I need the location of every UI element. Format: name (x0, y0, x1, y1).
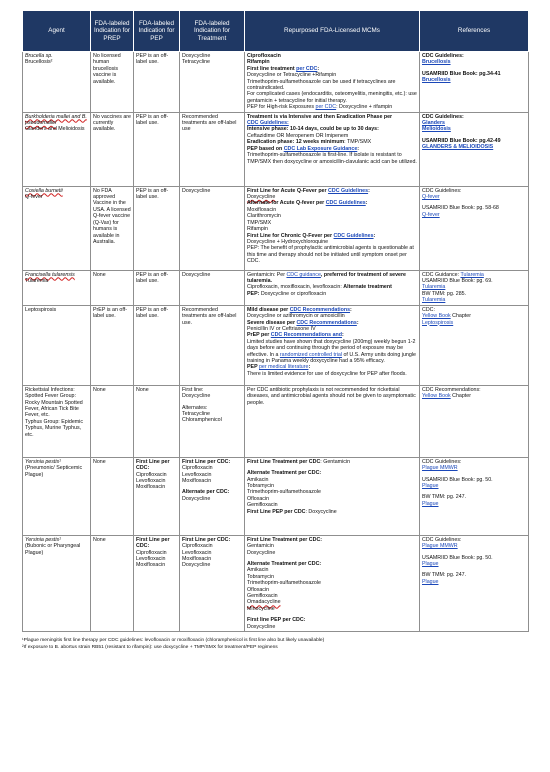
text-run: Limited studies have shown that doxycycline (200mg) weekly begun 1-2 days before and continuing through the period of exposure may be effective. In a (247, 338, 416, 358)
text-run: PEP based on (247, 145, 284, 152)
cell-line: USAMRIID Blue Book: pg. 58-68 (422, 205, 499, 212)
text-run: : (308, 364, 311, 371)
cell-line: (Pneumonic/ Septicemic Plague) (25, 465, 83, 478)
cell-agent (23, 457, 91, 535)
cell-line: Gemifloxacin (247, 592, 278, 599)
cell-line: USAMRIID Blue Book: pg. 50. (422, 476, 493, 483)
cell-line: BW TMM: pg. 247. (422, 494, 467, 501)
cell-line: Alternates: (182, 404, 208, 411)
text-run: : Doxycycline + rifampin (336, 104, 393, 111)
cell-line: Tetracycline (182, 410, 210, 417)
cell-line: Yersinia pestis¹ (25, 458, 61, 465)
cell-line: Tularemia (25, 278, 49, 285)
cell-treatment (180, 305, 245, 385)
text-run: PEP: (247, 290, 261, 297)
footnote-2: ²If exposure to B. abortus strain RB51 (resistant to rifampin): use doxycycline + TMP/SMX for treatment/PEP regimens (22, 644, 278, 650)
cell-prep (91, 186, 134, 270)
cell-line: BW TMM: pg. 247. (422, 572, 467, 579)
cell-line: Ciprofloxacin (247, 53, 281, 59)
cell-agent (23, 112, 91, 186)
cell-line: PEP is an off-label use. (136, 53, 169, 66)
cell-line: First Line per CDC: (136, 458, 170, 472)
header-prep: FDA-labeled Indication for PREP (91, 11, 134, 52)
cell-line: USAMRIID Blue Book: pg. 69. (422, 278, 493, 285)
text-run: Eradication phase: 12 weeks minimum (247, 139, 345, 146)
cell-mcm (245, 186, 420, 270)
cell-line: Moxifloxacin (136, 484, 166, 491)
reference-link[interactable]: Plague (422, 560, 439, 567)
text-run: First Line for Chronic Q-Fever per (247, 232, 334, 239)
text-run: : Gentamicin (320, 458, 351, 465)
reference-link[interactable]: CDC Guidelines (328, 187, 369, 194)
cell-line: Ciprofloxacin (182, 543, 213, 550)
text-run: Alternate for Acute Q-fever per (247, 200, 326, 207)
text-run: : (357, 145, 360, 152)
cell-line: Doxycycline (247, 194, 276, 201)
reference-link[interactable]: CDC guidance (286, 271, 321, 278)
cell-refs (420, 270, 529, 305)
table-row (23, 270, 529, 305)
cell-line: No vaccines are currently available. (93, 113, 131, 133)
cell-line: CDC Guidelines: (422, 187, 462, 194)
reference-link[interactable]: randomized controlled trial (279, 351, 343, 358)
cell-line: Trimethoprim-sulfamethoxazole is first-line. If isolate is resistant to TMP/SMX then doxycycline or amoxicillin-clavulanic acid can be utilized. (247, 152, 417, 165)
reference-link[interactable]: Leptospirosis (422, 319, 454, 326)
cell-line: Rifampin (247, 59, 270, 66)
cell-line: Ofloxacin (247, 586, 270, 593)
reference-link[interactable]: Plague MMWR (422, 465, 458, 472)
cell-line: PrEP is an off-label use. (93, 306, 127, 320)
cell-line: Levofloxacin (182, 471, 212, 478)
text-run: Intensive phase: 10-14 days, could be up to 30 days: (247, 126, 379, 133)
cell-line: TMP/SMX (247, 219, 272, 226)
cell-line: Levofloxacin (182, 549, 212, 556)
header-repurposed-mcms: Repurposed FDA-Licensed MCMs (245, 11, 420, 52)
cell-line: Trimethoprim-sulfamethoxazole (247, 580, 321, 587)
cell-line: Ceftazidime OR Meropenem OR Imipenem (247, 132, 349, 139)
cell-pep (134, 112, 180, 186)
cell-line: Doxycycline (182, 187, 211, 194)
cell-line: Tetracycline (182, 59, 210, 66)
cell-prep (91, 535, 134, 631)
text-run: First Line PEP per CDC (247, 508, 306, 515)
text-run: : (373, 232, 376, 239)
cell-line: Levofloxacin (136, 477, 166, 484)
cell-line: Burkholderia mallei and B. pseudomallei (25, 113, 87, 127)
cell-line: Q-fever (25, 194, 43, 201)
reference-link[interactable]: Plague (422, 578, 439, 585)
text-run: : (350, 306, 352, 313)
cell-line: Ciprofloxacin (136, 549, 167, 556)
text-run: : TMP/SMX (344, 139, 372, 146)
cell-line: First line: (182, 386, 204, 393)
text-run: PEP (247, 364, 259, 371)
cell-treatment (180, 535, 245, 631)
text-run: , preferred for treatment of severe tularemia. (247, 271, 406, 285)
text-run: : Doxycycline (305, 508, 337, 515)
reference-link[interactable]: Plague MMWR (422, 543, 458, 550)
cell-line: Typhus Group: Epidemic Typhus, Murine Typhus, etc. (25, 418, 83, 438)
table-row (23, 535, 529, 631)
reference-link[interactable]: CDC Guidelines: (247, 120, 289, 127)
reference-link[interactable]: Tularemia (422, 284, 446, 291)
text-run: Chapter (450, 393, 471, 400)
cell-treatment (180, 385, 245, 457)
table-body (23, 52, 529, 632)
cell-mcm (245, 112, 420, 186)
table-row (23, 52, 529, 113)
table-row (23, 305, 529, 385)
cell-mcm (245, 52, 420, 113)
reference-link[interactable]: Tularemia (460, 271, 484, 278)
cell-pep (134, 186, 180, 270)
cell-treatment (180, 186, 245, 270)
cell-line: Clarithromycin (247, 213, 281, 220)
cell-line: Penicillin IV or Ceftriaxone IV (247, 325, 316, 332)
reference-link[interactable]: per CDC (315, 104, 337, 111)
reference-link[interactable]: per CDC (296, 65, 318, 72)
cell-line: Brucella sp. (25, 53, 53, 59)
cell-line: Recommended treatments are off-label use. (182, 306, 237, 326)
cell-line: USAMRIID Blue Book: pg. 50. (422, 554, 493, 561)
text-run: CDC Guidance: (422, 271, 461, 278)
cell-pep (134, 305, 180, 385)
cell-line: PEP: The benefit of prophylactic antimicrobial agents is questionable at this time and therapy should not be initiated until symptom onset per CDC. (247, 245, 414, 265)
reference-link[interactable]: CDC Guidelines (325, 200, 366, 207)
cell-line: None (93, 458, 106, 465)
cell-refs (420, 385, 529, 457)
cell-line: (Bubonic or Pharyngeal Plague) (25, 543, 81, 556)
reference-link[interactable]: Q-fever (422, 194, 440, 201)
cell-treatment (180, 112, 245, 186)
cell-line: Yersinia pestis¹ (25, 536, 61, 543)
cell-line: Doxycycline + Hydroxychloroquine (247, 238, 329, 245)
cell-line: PEP is an off-label use. (136, 187, 169, 201)
cell-refs (420, 535, 529, 631)
cell-prep (91, 112, 134, 186)
cell-refs (420, 186, 529, 270)
cell-line: PEP is an off-label use. (136, 306, 169, 320)
cell-line: Chloramphenicol (182, 417, 222, 424)
cell-prep (91, 270, 134, 305)
cell-line: Gentamicin (247, 543, 274, 550)
cell-line: Moxifloxacin (247, 206, 277, 213)
text-run: Chapter (450, 313, 471, 320)
cell-line (247, 291, 417, 297)
reference-link[interactable]: Yellow Book (422, 393, 451, 400)
header-references: References (420, 11, 529, 52)
reference-link[interactable]: Yellow Book (422, 313, 451, 320)
reference-link[interactable]: CDC Recommendations (289, 306, 351, 313)
cell-prep (91, 52, 134, 113)
text-run: : (356, 319, 359, 326)
cell-line: BW TMM: pg. 285. (422, 290, 467, 297)
reference-link[interactable]: Brucellosis (422, 59, 451, 66)
cell-line (247, 104, 417, 110)
cell-line: Doxycycline (182, 271, 211, 278)
text-run: First line treatment (247, 65, 297, 72)
cell-pep (134, 270, 180, 305)
cell-treatment (180, 270, 245, 305)
cell-line (247, 509, 417, 515)
footnotes (22, 638, 528, 652)
reference-link[interactable]: per medical literature (258, 364, 309, 371)
cell-line: Ofloxacin (247, 495, 270, 502)
header-treatment: FDA-labeled Indication for Treatment (180, 11, 245, 52)
cell-line: Doxycycline (247, 623, 276, 630)
cell-line: Francisella tularensis (25, 271, 75, 278)
reference-link[interactable]: CDC Guidelines (333, 232, 374, 239)
cell-line: First line PEP per CDC: (247, 617, 306, 624)
cell-line: Tobramycin (247, 573, 275, 580)
cell-line: Amikacin (247, 567, 269, 574)
cell-agent (23, 385, 91, 457)
cell-line (247, 272, 417, 285)
table-row (23, 385, 529, 457)
reference-link[interactable]: CDC Recommendations and (270, 332, 342, 339)
cell-mcm (245, 305, 420, 385)
text-run: : (368, 187, 370, 194)
cell-line: Recommended treatments are off-label use (182, 113, 237, 133)
text-run: of U.S. Army units doing jungle training in Panama weekly doxycycline had a 95% efficacy. (247, 351, 416, 364)
cell-line: None (136, 386, 149, 393)
cell-line: USAMRIID Blue Book: pg.42-49 (422, 137, 501, 144)
cell-line: No licensed human brucellosis vaccine is available. (93, 53, 121, 85)
cell-pep (134, 457, 180, 535)
cell-agent (23, 52, 91, 113)
cell-line: CDC Guidelines: (422, 458, 462, 465)
cell-treatment (180, 457, 245, 535)
cell-line: Doxycycline (182, 53, 211, 59)
text-run: Ciprofloxacin, moxifloxacin, levofloxacin: (247, 284, 344, 291)
cell-line: CDC Recommendations: (422, 386, 481, 393)
cell-line: Moxifloxacin (182, 477, 212, 484)
cell-pep (134, 385, 180, 457)
cell-line: Doxycycline (182, 393, 211, 400)
cell-prep (91, 457, 134, 535)
cell-refs (420, 457, 529, 535)
cell-line: Per CDC antibiotic prophylaxis is not recommended for rickettsial diseases, and antimicrobial agents should not be given to asymptomatic people. (247, 386, 416, 406)
cell-line (247, 339, 417, 365)
reference-link[interactable]: Brucellosis (422, 77, 451, 84)
text-run: Mild disease per (247, 306, 290, 313)
reference-link[interactable]: Q-fever (422, 211, 440, 218)
cell-line: None (93, 536, 106, 543)
text-run: PrEP per (247, 332, 271, 339)
text-run: : (342, 332, 344, 339)
cell-line: USAMRIID Blue Book: pg.34-41 (422, 70, 501, 77)
cell-line: Glanders and Melioidosis (25, 126, 85, 133)
cell-line: Leptospirosis (25, 306, 57, 313)
reference-link[interactable]: CDC Lab Exposure Guidance (283, 145, 358, 152)
cell-line: Tobramycin (247, 482, 275, 489)
cell-agent (23, 186, 91, 270)
cell-line: Trimethoprim-sulfamethoxazole (247, 489, 321, 496)
cell-line: PEP is an off-label use. (136, 113, 169, 127)
text-run: Gentamicin: Per (247, 271, 287, 278)
cell-line: Ciprofloxacin (182, 465, 213, 472)
text-run: : (365, 200, 368, 207)
text-run: First Line for Acute Q-Fever per (247, 187, 329, 194)
cell-line: No FDA approved Vaccine in the USA. A licensed Q-fever vaccine (Q-Vax) for humans is available in Australia. (93, 187, 131, 245)
document-page (22, 10, 528, 652)
text-run: Doxycycline or ciprofloxacin (260, 290, 327, 297)
cell-line: Doxycycline or Tetracycline +Rifampin (247, 72, 337, 79)
cell-treatment (180, 52, 245, 113)
cell-line: First Line per CDC: (182, 536, 231, 543)
cell-mcm (245, 385, 420, 457)
cell-line: Amikacin (247, 476, 269, 483)
cell-line: CDC Guidelines: (422, 53, 464, 59)
cell-agent (23, 305, 91, 385)
cell-line: First Line Treatment per CDC: (247, 536, 323, 543)
cell-line: First Line per CDC: (136, 536, 170, 550)
cell-mcm (245, 457, 420, 535)
cell-line: Minocycline (247, 605, 275, 612)
header-agent: Agent (23, 11, 91, 52)
reference-link[interactable]: Plague (422, 500, 439, 507)
cell-line: Doxycycline (247, 549, 276, 556)
cell-line: Doxycycline (182, 562, 211, 569)
text-run: : (317, 65, 320, 72)
text-run: PEP for High-risk Exposures (247, 104, 316, 111)
cell-line: Alternate Treatment per CDC: (247, 470, 322, 477)
mcm-table (22, 10, 529, 632)
cell-line: Treatment is via Intensive and then Eradication Phase per (247, 113, 393, 120)
cell-line: Brucellosis² (25, 59, 53, 66)
cell-line: Omadacycline (247, 599, 281, 606)
text-run: First Line Treatment per CDC (247, 458, 321, 465)
cell-line: None (93, 386, 106, 393)
cell-line: Alternate per CDC: (182, 489, 230, 496)
cell-line: Levofloxacin (136, 555, 166, 562)
cell-line: Moxifloxacin (182, 555, 212, 562)
cell-line: None (93, 271, 106, 278)
reference-link[interactable]: Glanders (422, 120, 445, 127)
cell-line: There is limited evidence for use of doxycycline for PEP after floods. (247, 370, 407, 377)
table-header-row (23, 11, 529, 52)
cell-line: CDC Guidelines: (422, 536, 462, 543)
reference-link[interactable]: CDC Recommendations (296, 319, 357, 326)
cell-pep (134, 535, 180, 631)
table-row (23, 457, 529, 535)
footnote-1: ¹Plague meningitis first line therapy per CDC guidelines: levofloxacin or moxifloxacin (chloramphenicol is first line also but likely unavailable) (22, 637, 325, 643)
text-run: Severe disease per (247, 319, 297, 326)
cell-refs (420, 305, 529, 385)
cell-line: Trimethoprim-sulfamethoxazole can be used if tetracyclines are contraindicated. (247, 78, 396, 92)
cell-line: CDC Guidelines: (422, 113, 464, 120)
reference-link[interactable]: Plague (422, 482, 439, 489)
cell-agent (23, 535, 91, 631)
header-pep: FDA-labeled Indication for PEP (134, 11, 180, 52)
cell-line: Alternate Treatment per CDC: (247, 560, 322, 567)
cell-line: Gemifloxacin (247, 502, 278, 509)
cell-pep (134, 52, 180, 113)
cell-line: Doxycycline or azithromycin or amoxicillin (247, 313, 345, 320)
cell-line: Ciprofloxacin (136, 471, 167, 478)
cell-agent (23, 270, 91, 305)
reference-link[interactable]: GLANDERS & MELIOIDOSIS (422, 144, 494, 151)
cell-refs (420, 52, 529, 113)
reference-link[interactable]: Melioidosis (422, 126, 451, 133)
cell-prep (91, 385, 134, 457)
reference-link[interactable]: Tularemia (422, 297, 446, 304)
cell-line: Coxiella burnetii (25, 187, 63, 194)
cell-line: Rifampin (247, 226, 268, 233)
cell-line: PEP is an off-label use. (136, 271, 169, 285)
cell-line: Doxycycline (182, 495, 211, 502)
cell-line: First Line per CDC: (182, 458, 231, 465)
cell-line: CDC: (422, 306, 435, 313)
table-row (23, 186, 529, 270)
cell-mcm (245, 535, 420, 631)
cell-refs (420, 112, 529, 186)
cell-line: For complicated cases (endocarditis, osteomyelitis, meningitis, etc.): use gentamicin + tetracycline for initial therapy. (247, 91, 417, 104)
cell-prep (91, 305, 134, 385)
text-run: Alternate treatment (343, 284, 392, 291)
cell-line: Moxifloxacin (136, 562, 166, 569)
cell-line: Rickettsial Infections: Spotted Fever Group: Rocky Mountain Spotted Fever, African Tick Bite Fever, etc. (25, 386, 83, 419)
cell-mcm (245, 270, 420, 305)
table-row (23, 112, 529, 186)
cell-line (422, 393, 526, 399)
